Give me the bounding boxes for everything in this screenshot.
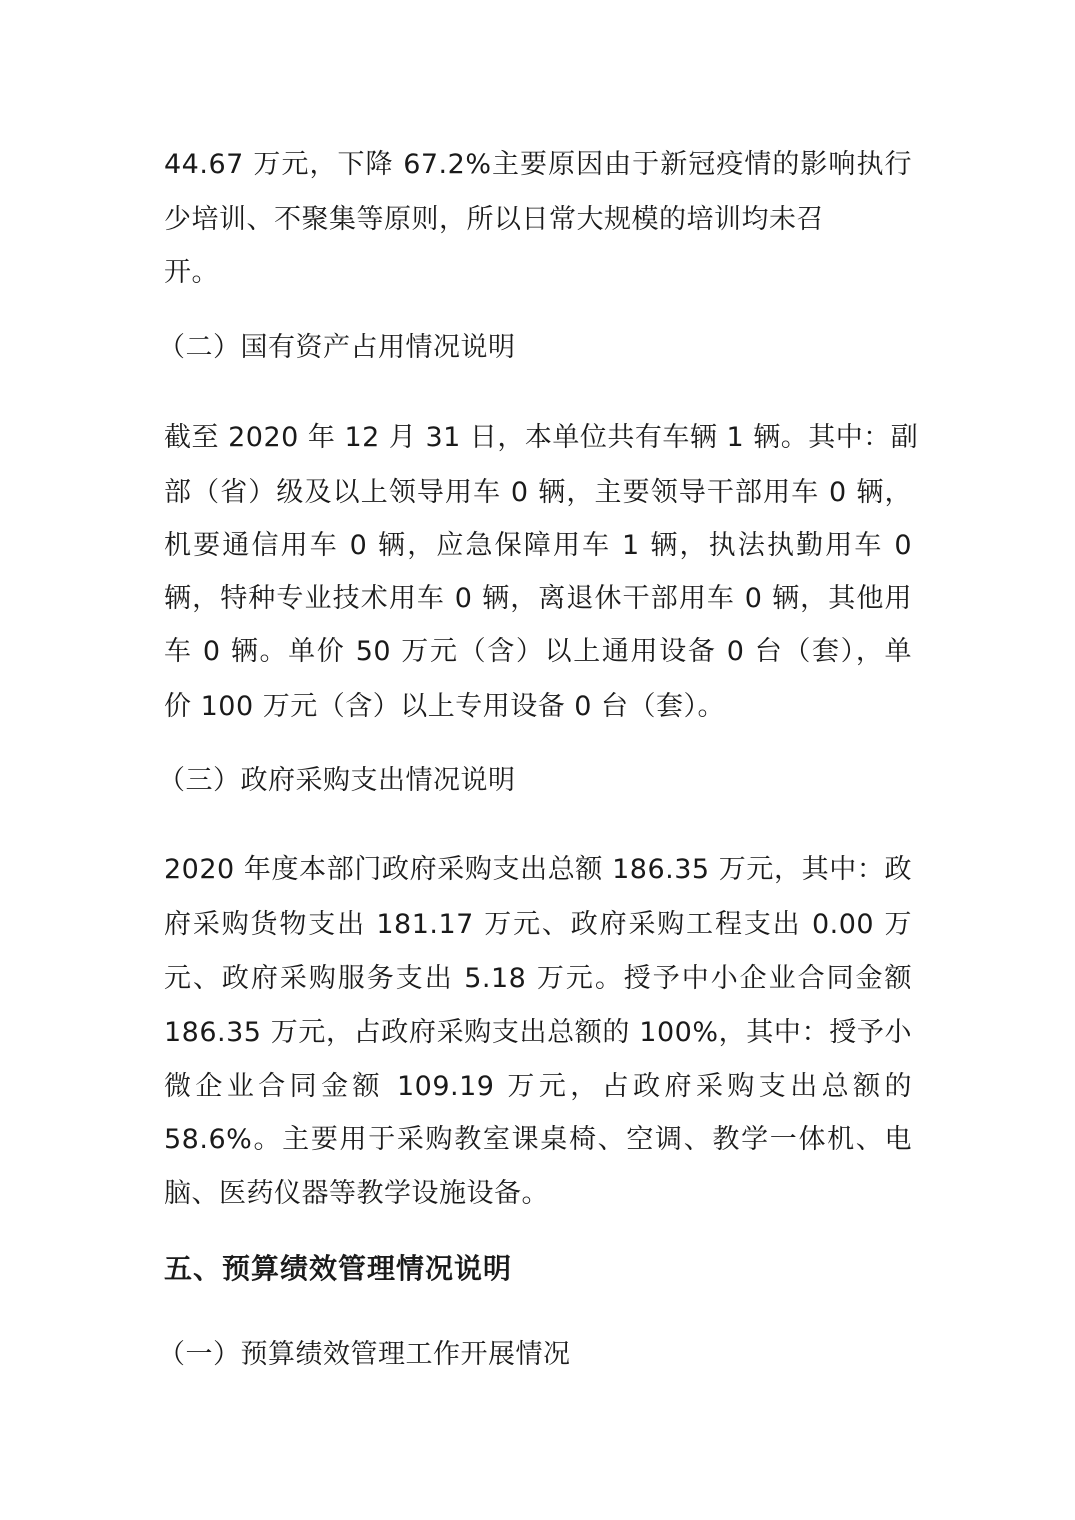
subsection-heading: （三）政府采购支出情况说明: [158, 765, 516, 796]
paragraph-line: 微企业合同金额 109.19 万元，占政府采购支出总额的: [164, 1071, 912, 1102]
paragraph-line: 186.35 万元，占政府采购支出总额的 100%，其中：授予小: [164, 1017, 912, 1048]
paragraph-line: 截至 2020 年 12 月 31 日，本单位共有车辆 1 辆。其中：副: [164, 422, 919, 453]
paragraph-line: 府采购货物支出 181.17 万元、政府采购工程支出 0.00 万: [164, 909, 912, 940]
paragraph-line: 部（省）级及以上领导用车 0 辆，主要领导干部用车 0 辆，: [164, 477, 912, 508]
subsection-heading: （二）国有资产占用情况说明: [158, 332, 516, 363]
paragraph-line: 价 100 万元（含）以上专用设备 0 台（套）。: [164, 691, 726, 722]
subsection-heading: （一）预算绩效管理工作开展情况: [158, 1339, 571, 1370]
paragraph-line: 元、政府采购服务支出 5.18 万元。授予中小企业合同金额: [164, 963, 912, 994]
paragraph-line: 机要通信用车 0 辆，应急保障用车 1 辆，执法执勤用车 0: [164, 530, 912, 561]
paragraph-line: 少培训、不聚集等原则，所以日常大规模的培训均未召: [164, 204, 824, 235]
paragraph-line: 58.6%。主要用于采购教室课桌椅、空调、教学一体机、电: [164, 1124, 912, 1155]
paragraph-line: 辆，特种专业技术用车 0 辆，离退休干部用车 0 辆，其他用: [164, 583, 912, 614]
paragraph-line: 车 0 辆。单价 50 万元（含）以上通用设备 0 台（套），单: [164, 636, 912, 667]
paragraph-line: 44.67 万元，下降 67.2%主要原因由于新冠疫情的影响执行: [164, 149, 912, 180]
paragraph-line: 开。: [164, 257, 219, 288]
section-heading: 五、预算绩效管理情况说明: [164, 1252, 513, 1285]
paragraph-line: 2020 年度本部门政府采购支出总额 186.35 万元，其中：政: [164, 854, 912, 885]
paragraph-line: 脑、医药仪器等教学设施设备。: [164, 1178, 549, 1209]
